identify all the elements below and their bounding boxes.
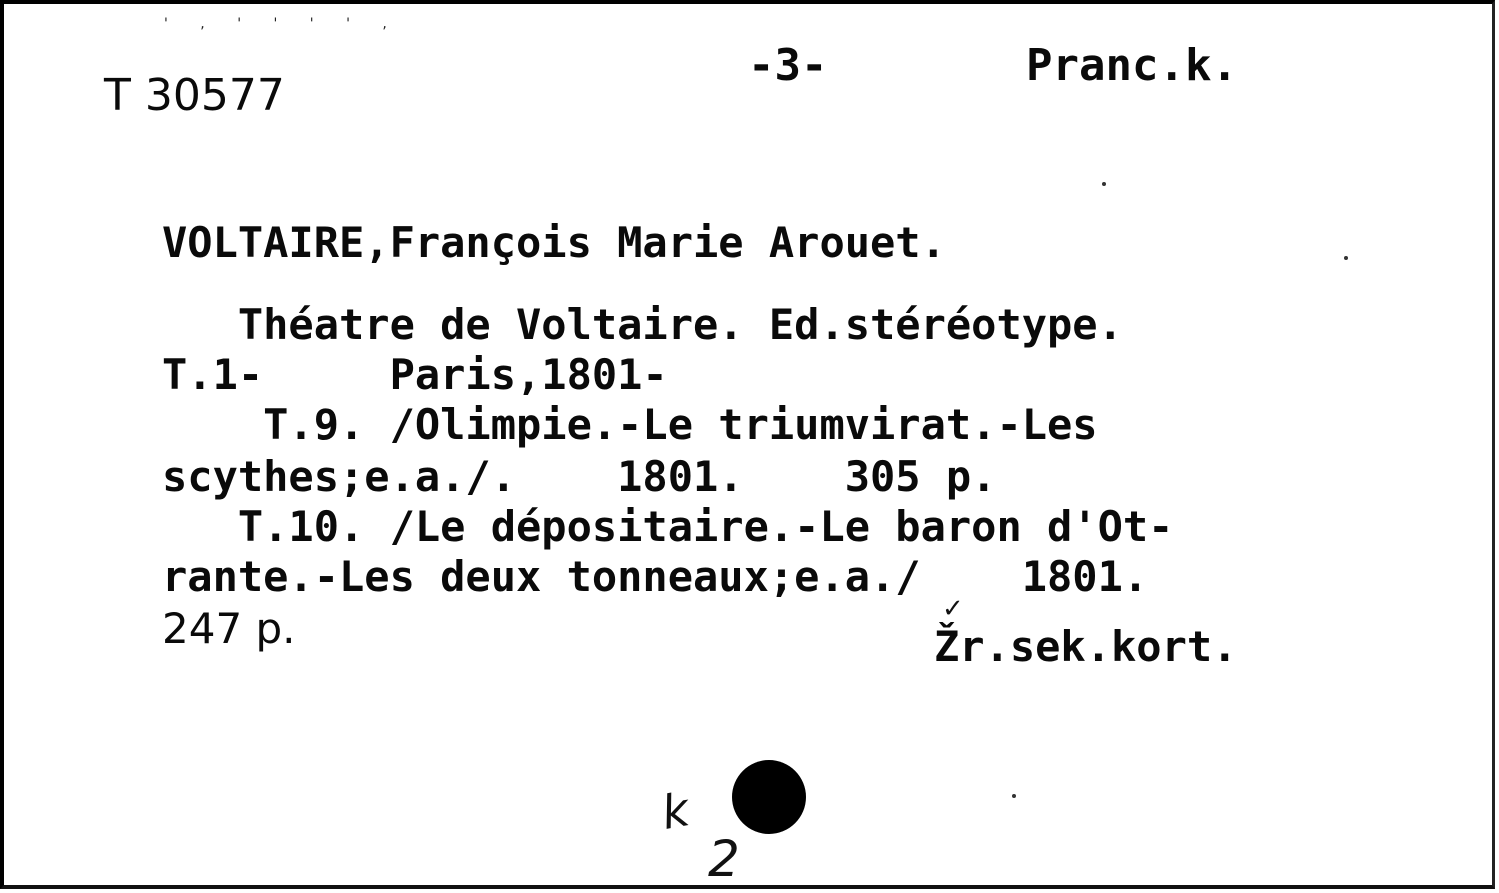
imprint-line: T.1- Paris,1801-	[162, 350, 668, 399]
page-number: -3-	[748, 40, 828, 91]
title-line: Théatre de Voltaire. Ed.stéréotype.	[162, 300, 1123, 349]
volume-10-line-1: T.10. /Le dépositaire.-Le baron d'Ot-	[162, 502, 1174, 551]
volume-10-line-2: rante.-Les deux tonneaux;e.a./ 1801.	[162, 552, 1149, 601]
handwritten-number: 2	[708, 830, 740, 888]
volume-9-line-2: scythes;e.a./. 1801. 305 p.	[162, 452, 997, 501]
shelf-note: Žr.sek.kort.	[934, 622, 1238, 671]
volume-9-line-1: T.9. /Olimpie.-Le triumvirat.-Les	[162, 400, 1098, 449]
handwritten-initial: k	[657, 782, 694, 840]
checkmark-icon: ✓	[942, 594, 964, 624]
call-number: T 30577	[104, 70, 285, 121]
speck	[1012, 794, 1016, 798]
punch-hole	[732, 760, 806, 834]
location: Pranc.k.	[1026, 40, 1238, 91]
speck	[1344, 256, 1348, 260]
speck	[1102, 182, 1106, 186]
corner-marks: ' , ' ' ' ' ,	[164, 16, 401, 32]
volume-10-pages: 247 p.	[162, 604, 296, 653]
author-heading: VOLTAIRE,François Marie Arouet.	[162, 218, 946, 267]
